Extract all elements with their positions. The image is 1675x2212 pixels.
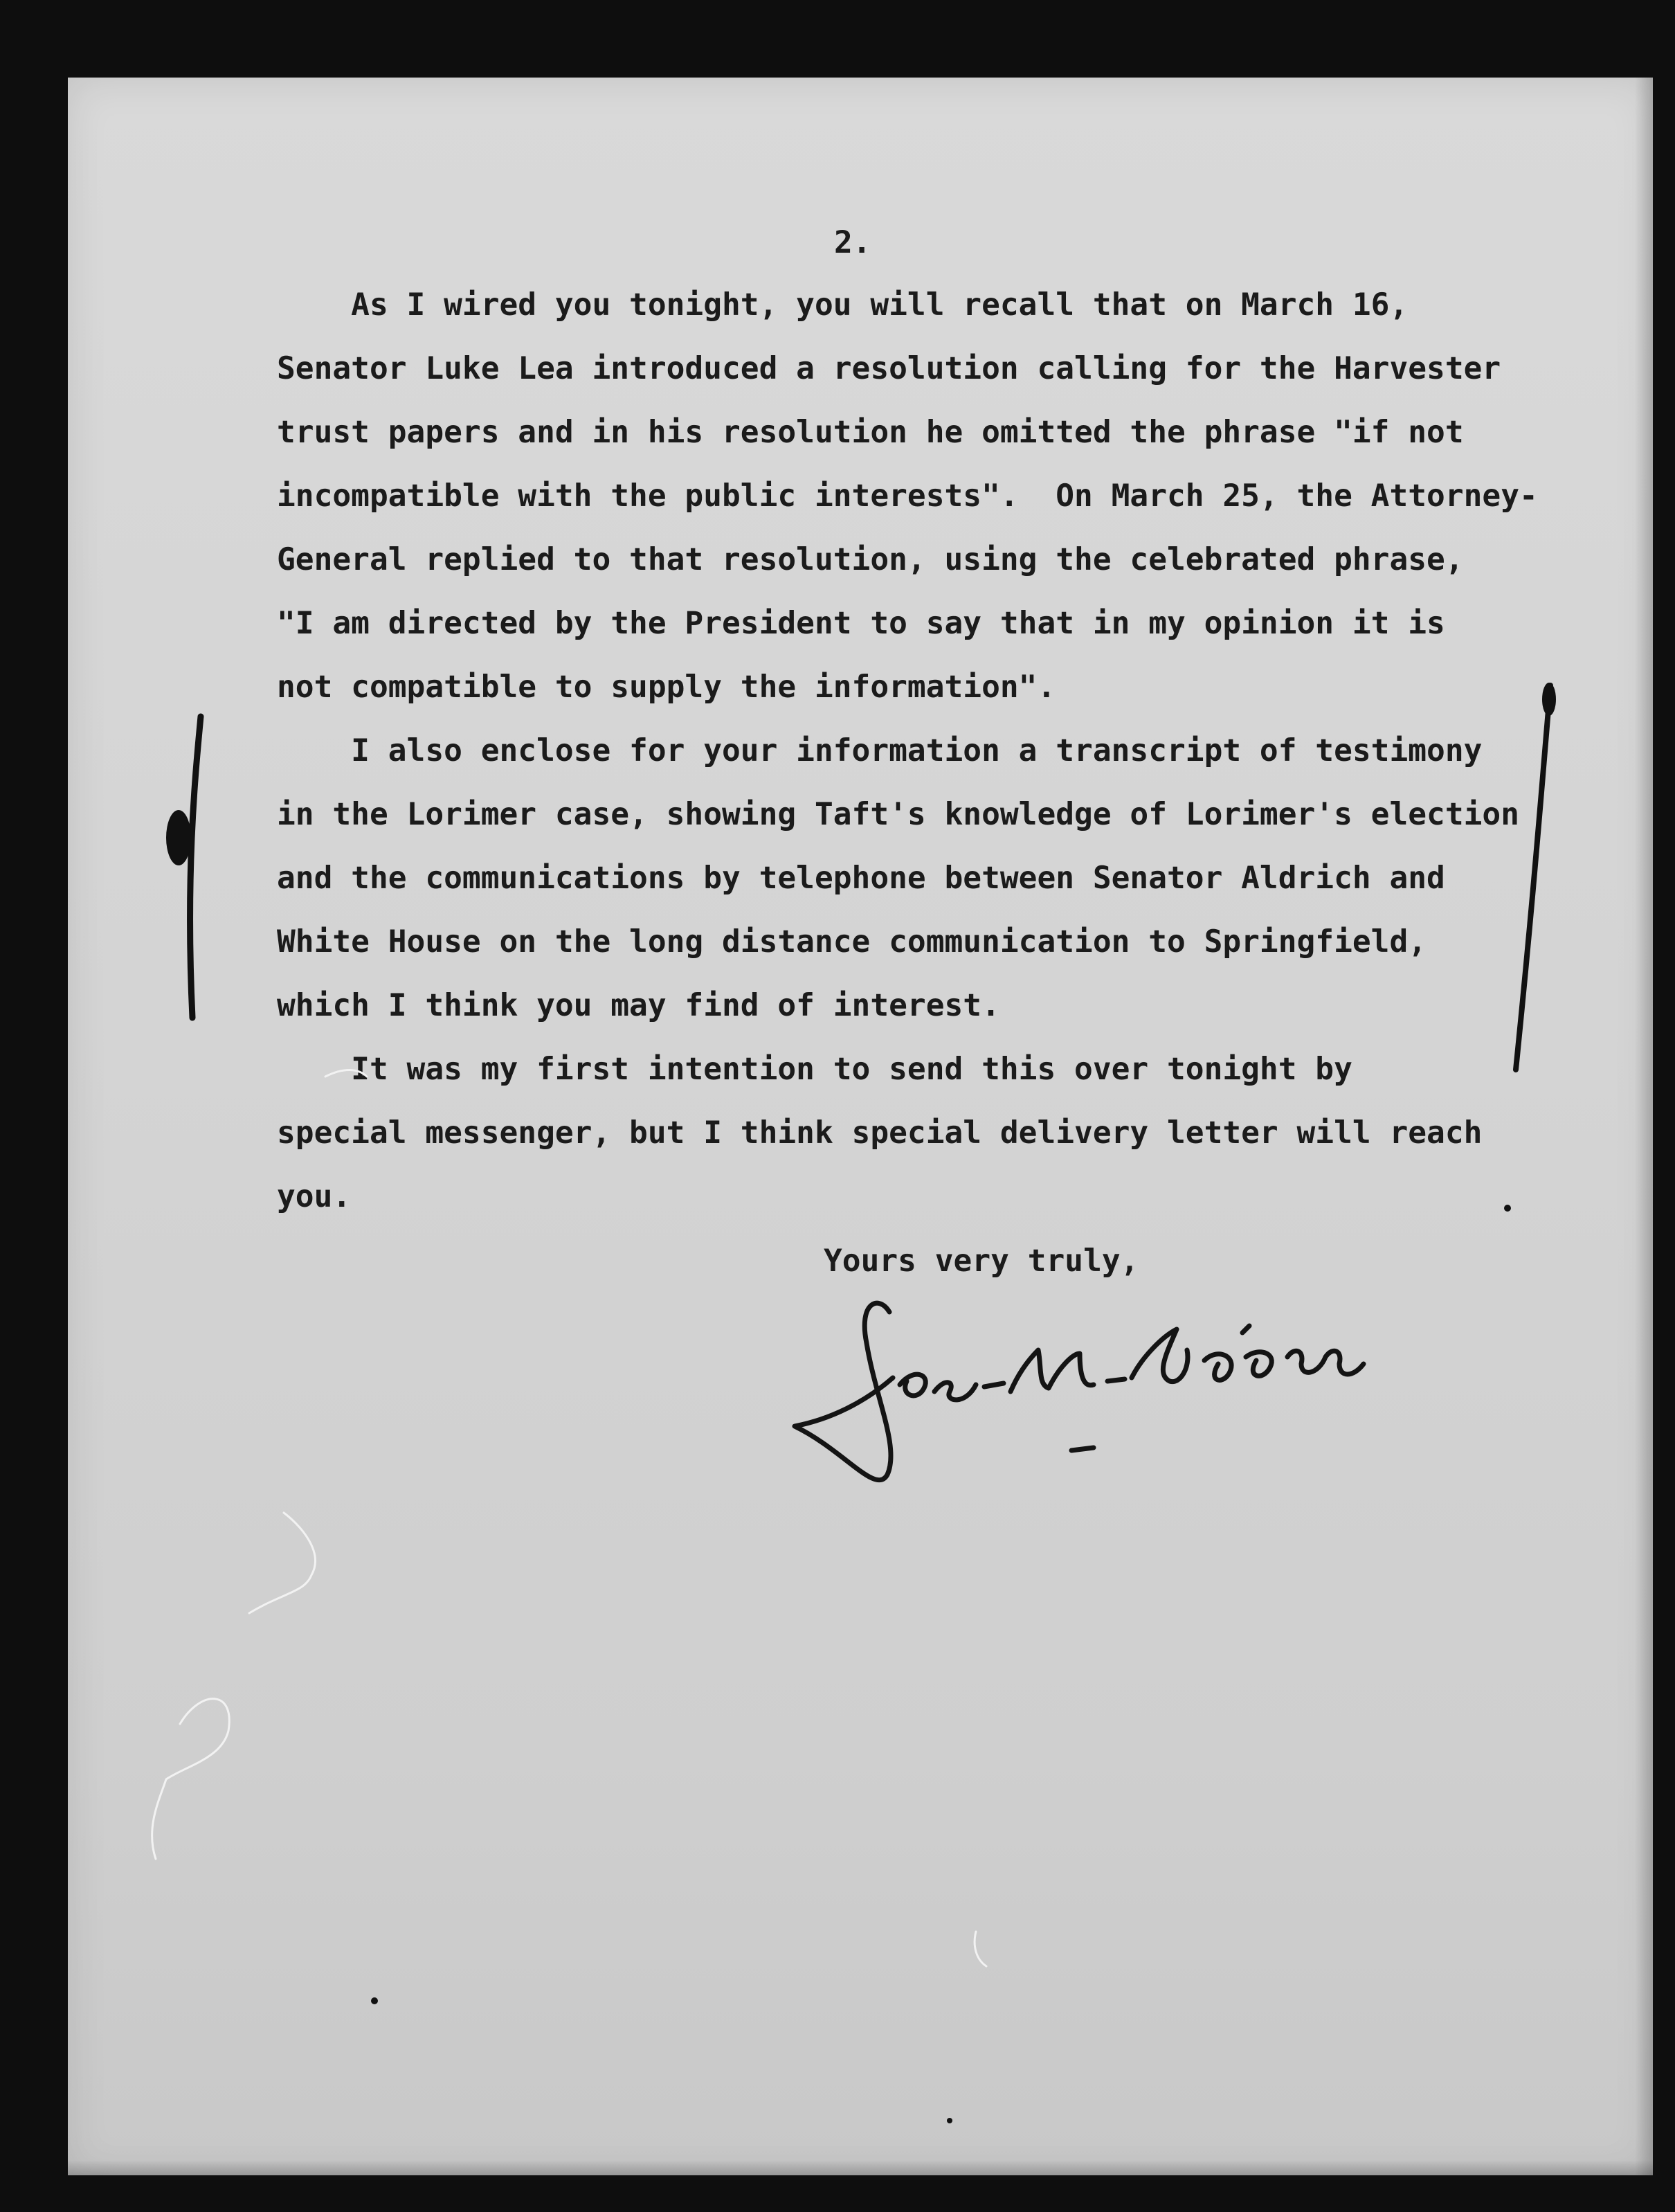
small-ink-dots: [371, 1205, 1511, 2123]
paragraph-3-line-3: you.: [277, 1179, 352, 1214]
right-margin-ink-blot: [1542, 683, 1556, 716]
paragraph-1-line-1: As I wired you tonight, you will recall that on March 16,: [277, 287, 1409, 323]
left-margin-bracket: [190, 717, 201, 1018]
left-margin-ink-blot: [166, 810, 191, 865]
paragraph-2-line-4: White House on the long distance communication to Springfield,: [277, 924, 1427, 960]
right-margin-bracket: [1516, 685, 1550, 1070]
paragraph-1-line-2: Senator Luke Lea introduced a resolution calling for the Harvester: [277, 351, 1501, 386]
paragraph-1-line-5: General replied to that resolution, using the celebrated phrase,: [277, 542, 1464, 577]
page-number: 2.: [834, 225, 871, 260]
stray-marks: [152, 1070, 986, 1966]
paragraph-2-line-2: in the Lorimer case, showing Taft's knowledge of Lorimer's election: [277, 797, 1520, 832]
paragraph-1-line-4: incompatible with the public interests". On March 25, the Attorney-: [277, 478, 1538, 514]
paragraph-1-line-3: trust papers and in his resolution he omitted the phrase "if not: [277, 415, 1464, 450]
paragraph-2-line-1: I also enclose for your information a transcript of testimony: [277, 733, 1483, 768]
paragraph-3-line-2: special messenger, but I think special delivery letter will reach: [277, 1115, 1483, 1151]
signature-mark: [795, 1303, 1364, 1480]
paragraph-1-line-7: not compatible to supply the information".: [277, 669, 1056, 705]
paragraph-2-line-3: and the communications by telephone between Senator Aldrich and: [277, 861, 1445, 896]
paragraph-3-line-1: It was my first intention to send this over tonight by: [277, 1052, 1352, 1087]
closing: Yours very truly,: [824, 1243, 1139, 1279]
paragraph-1-line-6: "I am directed by the President to say that in my opinion it is: [277, 606, 1445, 641]
paragraph-2-line-5: which I think you may find of interest.: [277, 988, 1000, 1023]
